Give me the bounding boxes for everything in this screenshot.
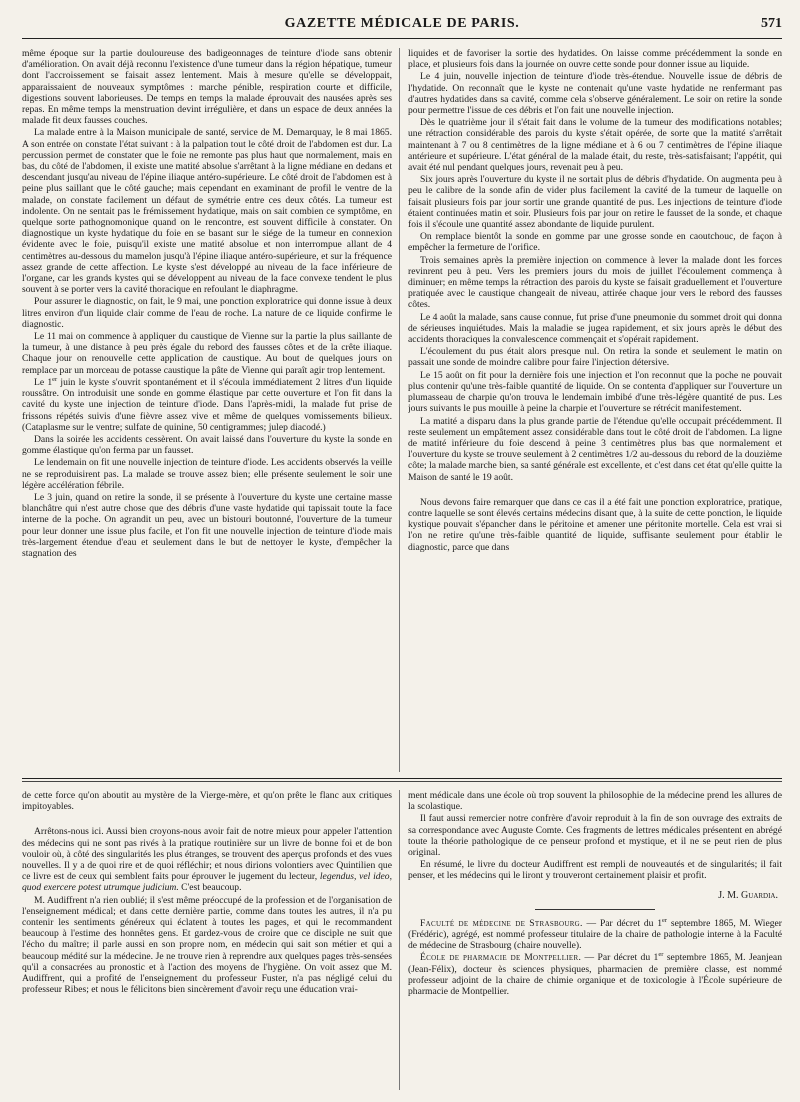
paragraph: Le 4 juin, nouvelle injection de teinture d'iode très-étendue. Nouvelle issue de débris de l'hydatide. On reconnaît que le kyste ne contenait qu'une vaste hydatide ne renfermant pas d'autres hydatides dans sa cavité, comme cela s'observe généralement. Le soir on retire la sonde pour permettre l'issue de ces débris et l'on fait une nouvelle injection. [408, 71, 782, 117]
article-column-left [22, 48, 392, 773]
paragraph: Le 3 juin, quand on retire la sonde, il se présente à l'ouverture du kyste une certaine masse blanchâtre qui n'est autre chose que des débris d'une vaste hydatide qui tapissait toute la face interne de la poche. On agrandit un peu, avec un bistouri boutonné, l'ouverture de la tumeur pour leur donner une issue plus facile, et l'on fit une nouvelle injection de teinture d'iode mais très-largement étendue d'eau et seulement dans le but de nettoyer le kyste, d'empêcher la stagnation des [22, 491, 392, 559]
paragraph: Le lendemain on fit une nouvelle injection de teinture d'iode. Les accidents observés la veille ne se reproduisirent pas. La malade se trouve assez bien; elle présente seulement le soir une légère accélération fébrile. [22, 457, 392, 491]
notice-text: septembre 1865, M. Wieger (Frédéric), agrégé, est nommé professeur titulaire de la chaire de pathologie interne à la Faculté de médecine de Strasbourg (chaire nouvelle). [408, 917, 782, 952]
latin-quotation: legendus, vel ideo, quod exercere potest utrumque judicium. [22, 871, 392, 894]
paragraph: liquides et de favoriser la sortie des hydatides. On laisse comme précédemment la sonde en place, et plusieurs fois dans la journée on ouvre cette sonde pour donner issue au liquide. [408, 48, 782, 71]
paragraph: M. Audiffrent n'a rien oublié; il s'est même préoccupé de la profession et de l'organisation de l'enseignement médical; et dans cette dernière partie, comme dans toutes les autres, il n'a pu contenir les sentiments généreux qui éclatent à toutes les pages, et qui le recommandent beaucoup à l'estime des honnêtes gens. Et gardez-vous de croire que ce disciple ne suit que l'écho du maître; il parle aussi en son propre nom, en médecin qui sait son métier et qui a beaucoup médité sur la médecine. Je ne trouve rien à reprendre aux quelques pages très-sensées qu'il a consacrées au pronostic et à l'action des moyens de l'hygiène. On voit assez que M. Audiffrent, qui a profité de l'enseignement du professeur Fuster, n'a pas négligé celui du professeur Ribes; et nous le félicitons bien sincèrement d'avoir reçu une éducation vrai- [22, 894, 392, 996]
column-divider [399, 48, 400, 772]
notice-text: septembre 1865, M. Jeanjean (Jean-Félix), docteur ès sciences physiques, pharmacien de première classe, est nommé professeur adjoint de la chaire de chimie organique et de toxicologie à l'École supérieure de pharmacie de Montpellier. [408, 952, 782, 998]
notice-heading: École de pharmacie de Montpellier. [420, 952, 582, 964]
news-notice [408, 952, 782, 997]
news-notice [408, 918, 782, 952]
paragraph: Il faut aussi remercier notre confrère d'avoir reproduit à la fin de son ouvrage des extraits de sa correspondance avec Auguste Comte. Ces fragments de lettres médicales présentent en abrégé toute la théorie pathologique de ce penseur profond et mystique, et il ne se peut rien de plus original. [408, 813, 782, 859]
paragraph: Dans la soirée les accidents cessèrent. On avait laissé dans l'ouverture du kyste la sonde en gomme élastique qu'on ferma par un fausset. [22, 433, 392, 457]
notice-heading: Faculté de médecine de Strasbourg. [420, 917, 583, 929]
section-separator [22, 778, 782, 779]
author-signature: J. M. Guardia. [718, 889, 778, 901]
section-separator-thin [22, 781, 782, 782]
ordinal-superscript: er [52, 375, 58, 383]
notice-divider [535, 909, 655, 910]
paragraph: Dès le quatrième jour il s'était fait dans le volume de la tumeur des modifications notables; une rétraction considérable des parois du kyste s'était opérée, de sorte que la matité s'arrêtait maintenant à 7 ou 8 centimètres de la ligne médiane et à 6 ou 7 centimètres de l'épine iliaque antérieure et supérieure. L'état général de la malade était, du reste, très-satisfaisant; l'appétit, qui avait été nul pendant quelques jours, revenait peu à peu. [408, 117, 782, 174]
paragraph: On remplace bientôt la sonde en gomme par une grosse sonde en caoutchouc, de façon à empêcher la fermeture de l'orifice. [408, 231, 782, 254]
article-column-right [408, 48, 782, 773]
ordinal-superscript: er [662, 916, 668, 924]
paragraph: Six jours après l'ouverture du kyste il ne sortait plus de débris d'hydatide. On augmenta peu à peu le calibre de la sonde afin de vider plus facilement la cavité de la tumeur de laquelle on faisait plusieurs fois par jour sortir une grande quantité de pus. Les injections de teinture d'iode étaient continuées matin et soir. Plusieurs fois par jour on retire le fausset de la sonde, et chaque fois il s'écoule une quantité assez abondante de liquide purulent. [408, 174, 782, 231]
paragraph: de cette force qu'on aboutit au mystère de la Vierge-mère, et qu'on prête le flanc aux critiques impitoyables. [22, 790, 392, 813]
column-divider [399, 790, 400, 1090]
paragraph: Nous devons faire remarquer que dans ce cas il a été fait une ponction exploratrice, pratique, contre laquelle se sont élevés certains médecins disant que, à la suite de cette ponction, le liquide kystique pouvait s'épancher dans le péritoine et amener une péritonite mortelle. Cela est vrai si l'on ne retire qu'une très-faible quantité de liquide, suffisante seulement pour établir le diagnostic, parce que dans [408, 496, 782, 553]
paragraph: ment médicale dans une école où trop souvent la philosophie de la médecine prend les allures de la scolastique. [408, 790, 782, 813]
paragraph: Le 15 août on fit pour la dernière fois une injection et l'on reconnut que la poche ne pouvait plus contenir qu'une très-faible quantité de liquide. On se contenta d'appliquer sur l'ouverture un plumasseau de charpie qu'on trouva le lendemain imbibé d'une très-légère quantité de pus. Les jours suivants le pus mouille à peine la charpie et l'ouverture se rétrécit manifestement. [408, 369, 782, 415]
paragraph-text: juin le kyste s'ouvrit spontanément et il s'écoula immédiatement 2 litres d'un liquide roussâtre. On introduisit une sonde en gomme élastique par cette ouverture et l'on fit dans la cavité du kyste une injection de teinture d'iode. Dans l'après-midi, la malade fut prise de frissons répétés suivis d'une fièvre assez vive et même de quelques vomissements bilieux. (Cataplasme sur le ventre; sulfate de quinine, 50 centigrammes; julep diacodé.) [22, 376, 392, 433]
paragraph: La matité a disparu dans la plus grande partie de l'étendue qu'elle occupait précédemment. Il reste seulement un empâtement assez considérable dans tout le côté droit de l'abdomen. La ligne de matité inférieure du foie descend à peine 3 centimètres plus bas que normalement et l'ouverture du kyste se trouve seulement à 2 centimètres 1/2 au-dessous du rebord de la douzième côte; la malade marche bien, sa santé générale est excellente, et c'est dans cet état qu'elle quitte la Maison de santé le 19 août. [408, 415, 782, 483]
journal-title: GAZETTE MÉDICALE DE PARIS. [284, 16, 520, 31]
paragraph: Pour assurer le diagnostic, on fait, le 9 mai, une ponction exploratrice qui donne issue à deux litres environ d'un liquide clair comme de l'eau de roche. La nature de ce liquide confirme le diagnostic. [22, 296, 392, 330]
page-number: 571 [761, 16, 782, 31]
paragraph-date: Le 1 [34, 376, 53, 388]
review-column-right [408, 790, 782, 1090]
paragraph: même époque sur la partie douloureuse des badigeonnages de teinture d'iode sans obtenir d'amélioration. On avait déjà reconnu l'existence d'une tumeur dans la région hépatique, tumeur dont l'accroissement se faisait assez lentement. Mais à mesure qu'elle se développait, apparaissaient de nouveaux symptômes : marche pénible, respiration courte et difficile, digestions souvent laborieuses. De temps en temps la malade éprouvait des nausées après ses repas. En même temps la menstruation devint irrégulière, et dans un espace de deux années la malade fit deux fausses couches. [22, 48, 392, 127]
paragraph: Le 4 août la malade, sans cause connue, fut prise d'une pneumonie du sommet droit qui donna de sérieuses inquiétudes. Mais la maladie se jugea rapidement, et six jours après le début des accidents thoraciques la convalescence commençait et s'opérait rapidement. [408, 311, 782, 346]
review-column-left [22, 790, 392, 1090]
paragraph-text: Arrêtons-nous ici. Aussi bien croyons-nous avoir fait de notre mieux pour appeler l'attention des médecins qui ne sont pas rivés à la pratique routinière sur un livre de bonne foi et de bon vouloir où, à côté des singularités les plus étranges, se trouvent des aperçus profonds et des vues nouvelles. Il y a de quoi rire et de quoi réfléchir; et nous dirions volontiers avec Quintilien que ce livre est de ceux qui semblent faits pour éprouver le jugement du lecteur, [22, 826, 392, 883]
notice-text: — Par décret du 1 [581, 952, 659, 964]
ordinal-superscript: er [658, 951, 664, 959]
paragraph: Trois semaines après la première injection on commence à lever la malade dont les forces revinrent peu à peu. Vers les premiers jours du mois de juillet l'écoulement commença à diminuer; en même temps la rétraction des parois du kyste se faisait graduellement et l'ouverture pratiquée avec le caustique changeait de niveau, attirée chaque jour vers le rebord des fausses côtes. [408, 254, 782, 311]
page-header [22, 16, 782, 39]
paragraph [22, 377, 392, 433]
paragraph [22, 826, 392, 893]
paragraph: La malade entre à la Maison municipale de santé, service de M. Demarquay, le 8 mai 1865. A son entrée on constate l'état suivant : à la palpation tout le côté droit de l'abdomen est dur. La percussion permet de constater que le foie ne remonte pas plus haut que normalement, mais en bas, du côté de l'abdomen, il existe une matité absolue s'arrêtant à la ligne médiane en dedans et descendant jusqu'au niveau de l'épine iliaque antéro-supérieure. Le côté droit de l'abdomen est à peine plus saillant que le côté gauche; mais cependant en examinant de profil le ventre de la malade, on constate facilement un défaut de symétrie entre ces deux côtés. La tumeur est indolente. On ne sentait pas le frémissement hydatique, mais on sait combien ce symptôme, en quelque sorte pathognomonique quand on le rencontre, est souvent difficile à constater. On diagnostique un kyste hydatique du foie en se basant sur le siége de la tumeur en connexion évidente avec le foie, puisqu'il existe une matité absolue et non interrompue allant de 4 centimètres au-dessous du mamelon jusqu'à l'épine iliaque antéro-supérieure, et sur la fréquence assez grande de cette affection. Le kyste s'est développé au niveau de la face inférieure de l'organe, car les grands kystes qui se développent au niveau de la face convexe tendent le plus souvent à se porter vers la cavité thoracique en refoulant le diaphragme. [22, 127, 392, 296]
notice-text: — Par décret du 1 [582, 917, 663, 929]
paragraph: L'écoulement du pus était alors presque nul. On retira la sonde et seulement le matin on passait une sonde de moindre calibre pour faire l'injection détersive. [408, 346, 782, 369]
paragraph-text: C'est beaucoup. [178, 882, 242, 894]
paragraph: En résumé, le livre du docteur Audiffrent est rempli de nouveautés et de singularités; il fait penser, et les médecins qui le liront y trouveront certainement plaisir et profit. [408, 859, 782, 882]
journal-page [22, 0, 782, 1102]
paragraph: Le 11 mai on commence à appliquer du caustique de Vienne sur la partie la plus saillante de la tumeur, à une distance à peu près égale du rebord des fausses côtes et de la crête iliaque. Chaque jour on renouvelle cette application de caustique. Au bout de quelques jours on remplace par un morceau de potasse caustique la pâte de Vienne qui paraît agir trop lentement. [22, 331, 392, 376]
